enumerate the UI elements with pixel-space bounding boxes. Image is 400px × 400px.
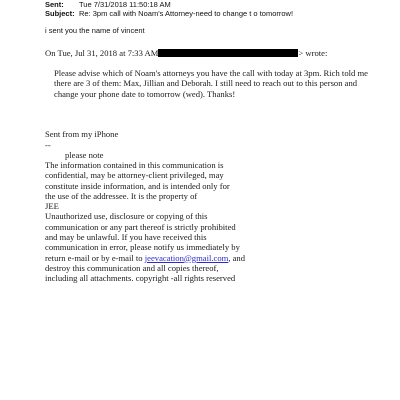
notice-line: JEE xyxy=(45,201,59,212)
notice-line: The information contained in this communication is xyxy=(45,160,224,170)
quoted-message xyxy=(54,68,368,99)
notice-line: Unauthorized use, disclosure or copying of this xyxy=(45,211,208,222)
confidentiality-notice xyxy=(45,160,245,284)
notice-line: destroy this communication and all copies thereof, xyxy=(45,262,219,273)
quoted-line: change your phone date to tomorrow (wed). Thanks! xyxy=(54,88,236,99)
notice-line: constitute inside information, and is intended only for xyxy=(45,180,230,191)
reply-body: i sent you the name of vincent xyxy=(45,26,145,35)
quote-intro-text: On Tue, Jul 31, 2018 at 7:33 AM xyxy=(45,48,159,58)
notice-line: communication or any part thereof is strictly prohibited xyxy=(45,221,236,232)
return-text: return e-mail or by e-mail to xyxy=(45,252,145,263)
quoted-line: Please advise which of Noam's attorneys you have the call with today at 3pm. Rich told me xyxy=(54,68,368,78)
sent-value: Tue 7/31/2018 11:50:18 AM xyxy=(79,0,171,9)
email-link[interactable]: jeevacation@gmail.com xyxy=(144,252,229,263)
return-text-end: , and xyxy=(228,252,246,263)
quoted-line: there are 3 of them: Max, Jillian and Deborah. I still need to reach out to this person and xyxy=(54,78,358,89)
redaction-bar xyxy=(158,49,298,57)
notice-line: confidential, may be attorney-client privileged, may xyxy=(45,170,224,181)
sent-label: Sent: xyxy=(45,0,64,9)
signature-dashes: -- xyxy=(45,140,51,150)
quote-signoff: Sent from my iPhone xyxy=(45,129,119,139)
notice-line: communication in error, please notify us immediately by xyxy=(45,242,240,253)
subject-label: Subject: xyxy=(45,9,75,18)
quote-intro-wrote: > wrote: xyxy=(298,48,328,58)
notice-line: the use of the addressee. It is the property of xyxy=(45,190,198,201)
note-title: please note xyxy=(65,150,104,160)
notice-line-email xyxy=(45,253,245,263)
subject-value: Re: 3pm call with Noam's Attorney-need to change t o tomorrow! xyxy=(79,9,294,18)
notice-line: including all attachments. copyright -all rights reserved xyxy=(45,273,236,284)
notice-line: and may be unlawful. If you have received this xyxy=(45,232,207,243)
quote-intro xyxy=(45,48,327,58)
